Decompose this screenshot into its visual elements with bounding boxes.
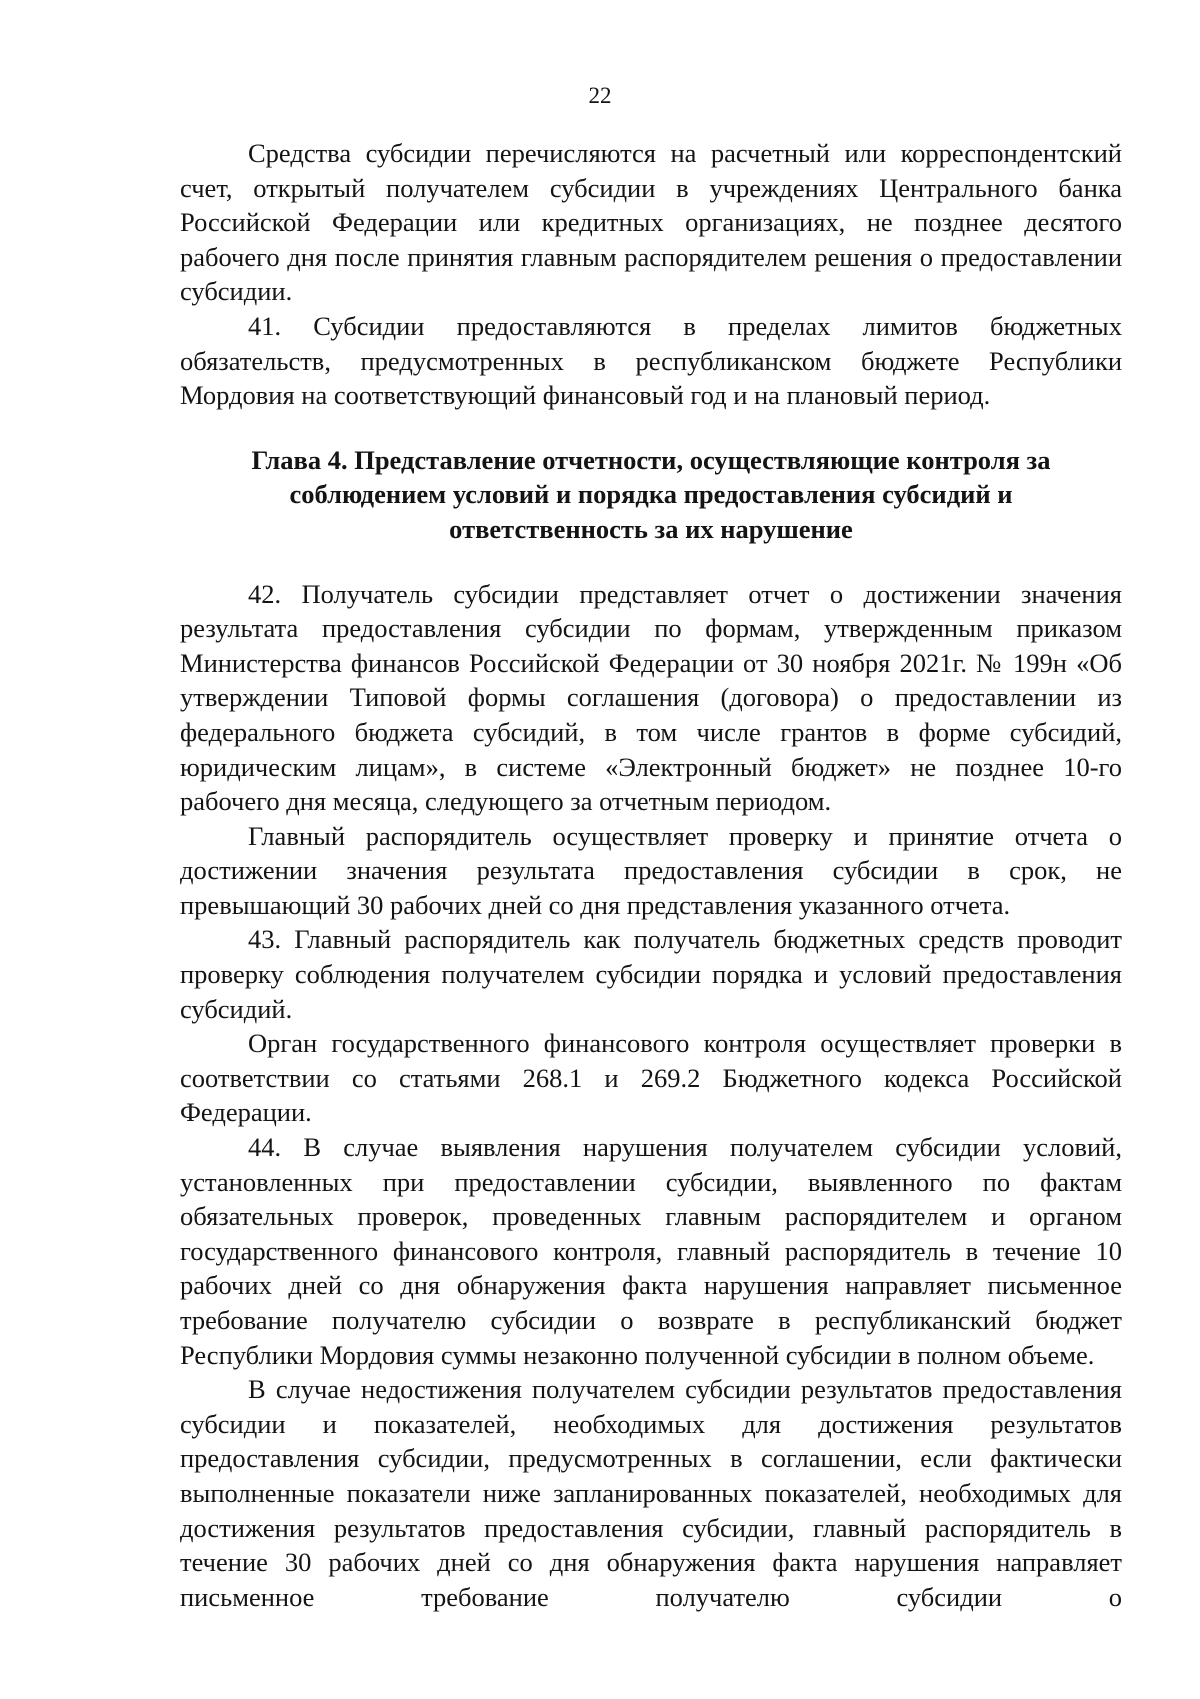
page-number: 22 xyxy=(588,83,612,108)
document-body xyxy=(180,136,1122,1614)
chapter-heading xyxy=(180,443,1122,547)
paragraph-funds-transfer: Средства субсидии перечисляются на расчетный или корреспондентский счет, открытый получателем субсидии в учреждениях Центрального банка Российской Федерации или кредитных организациях, не позднее десятого рабочего дня после принятия главным распорядителем решения о предоставлении субсидии. xyxy=(180,138,1122,307)
paragraph-financial-control: Орган государственного финансового контроля осуществляет проверки в соответствии со статьями 268.1 и 269.2 Бюджетного кодекса Российской Федерации. xyxy=(180,1028,1122,1128)
paragraph-report-check: Главный распорядитель осуществляет проверку и принятие отчета о достижении значения результата предоставления субсидии в срок, не превышающий 30 рабочих дней со дня представления указанного отчета. xyxy=(180,820,1122,920)
paragraph-43: 43. Главный распорядитель как получатель бюджетных средств проводит проверку соблюдения получателем субсидии порядка и условий предоставления субсидий. xyxy=(180,924,1122,1024)
chapter-heading-line-2: соблюдением условий и порядка предоставления субсидий и xyxy=(289,479,1013,510)
paragraph-non-achievement: В случае недостижения получателем субсидии результатов предоставления субсидии и показателей, необходимых для достижения результатов предоставления субсидии, предусмотренных в соглашении, если фактически выполненные показатели ниже запланированных показателей, необходимых для достижения результатов предоставления субсидии, главный распорядитель в течение 30 рабочих дней со дня обнаружения факта нарушения направляет письменное требование получателю субсидии о xyxy=(180,1374,1122,1612)
paragraph-41: 41. Субсидии предоставляются в пределах лимитов бюджетных обязательств, предусмотренных в республиканском бюджете Республики Мордовия на соответствующий финансовый год и на плановый период. xyxy=(180,310,1122,411)
chapter-heading-line-1: Глава 4. Представление отчетности, осуществляющие контроля за xyxy=(251,444,1051,475)
chapter-heading-line-3: ответственность за их нарушение xyxy=(449,513,853,544)
paragraph-44: 44. В случае выявления нарушения получателем субсидии условий, установленных при предоставлении субсидии, выявленного по фактам обязательных проверок, проведенных главным распорядителем и органом государственного финансового контроля, главный распорядитель в течение 10 рабочих дней со дня обнаружения факта нарушения направляет письменное требование получателю субсидии о возврате в республиканский бюджет Республики Мордовия суммы незаконно полученной субсидии в полном объеме. xyxy=(180,1132,1122,1370)
paragraph-42: 42. Получатель субсидии представляет отчет о достижении значения результата предоставления субсидии по формам, утвержденным приказом Министерства финансов Российской Федерации от 30 ноября 2021г. № 199н «Об утверждении Типовой формы соглашения (договора) о предоставлении из федерального бюджета субсидий, в том числе грантов в форме субсидий, юридическим лицам», в системе «Электронный бюджет» не позднее 10-го рабочего дня месяца, следующего за отчетным периодом. xyxy=(180,578,1122,817)
